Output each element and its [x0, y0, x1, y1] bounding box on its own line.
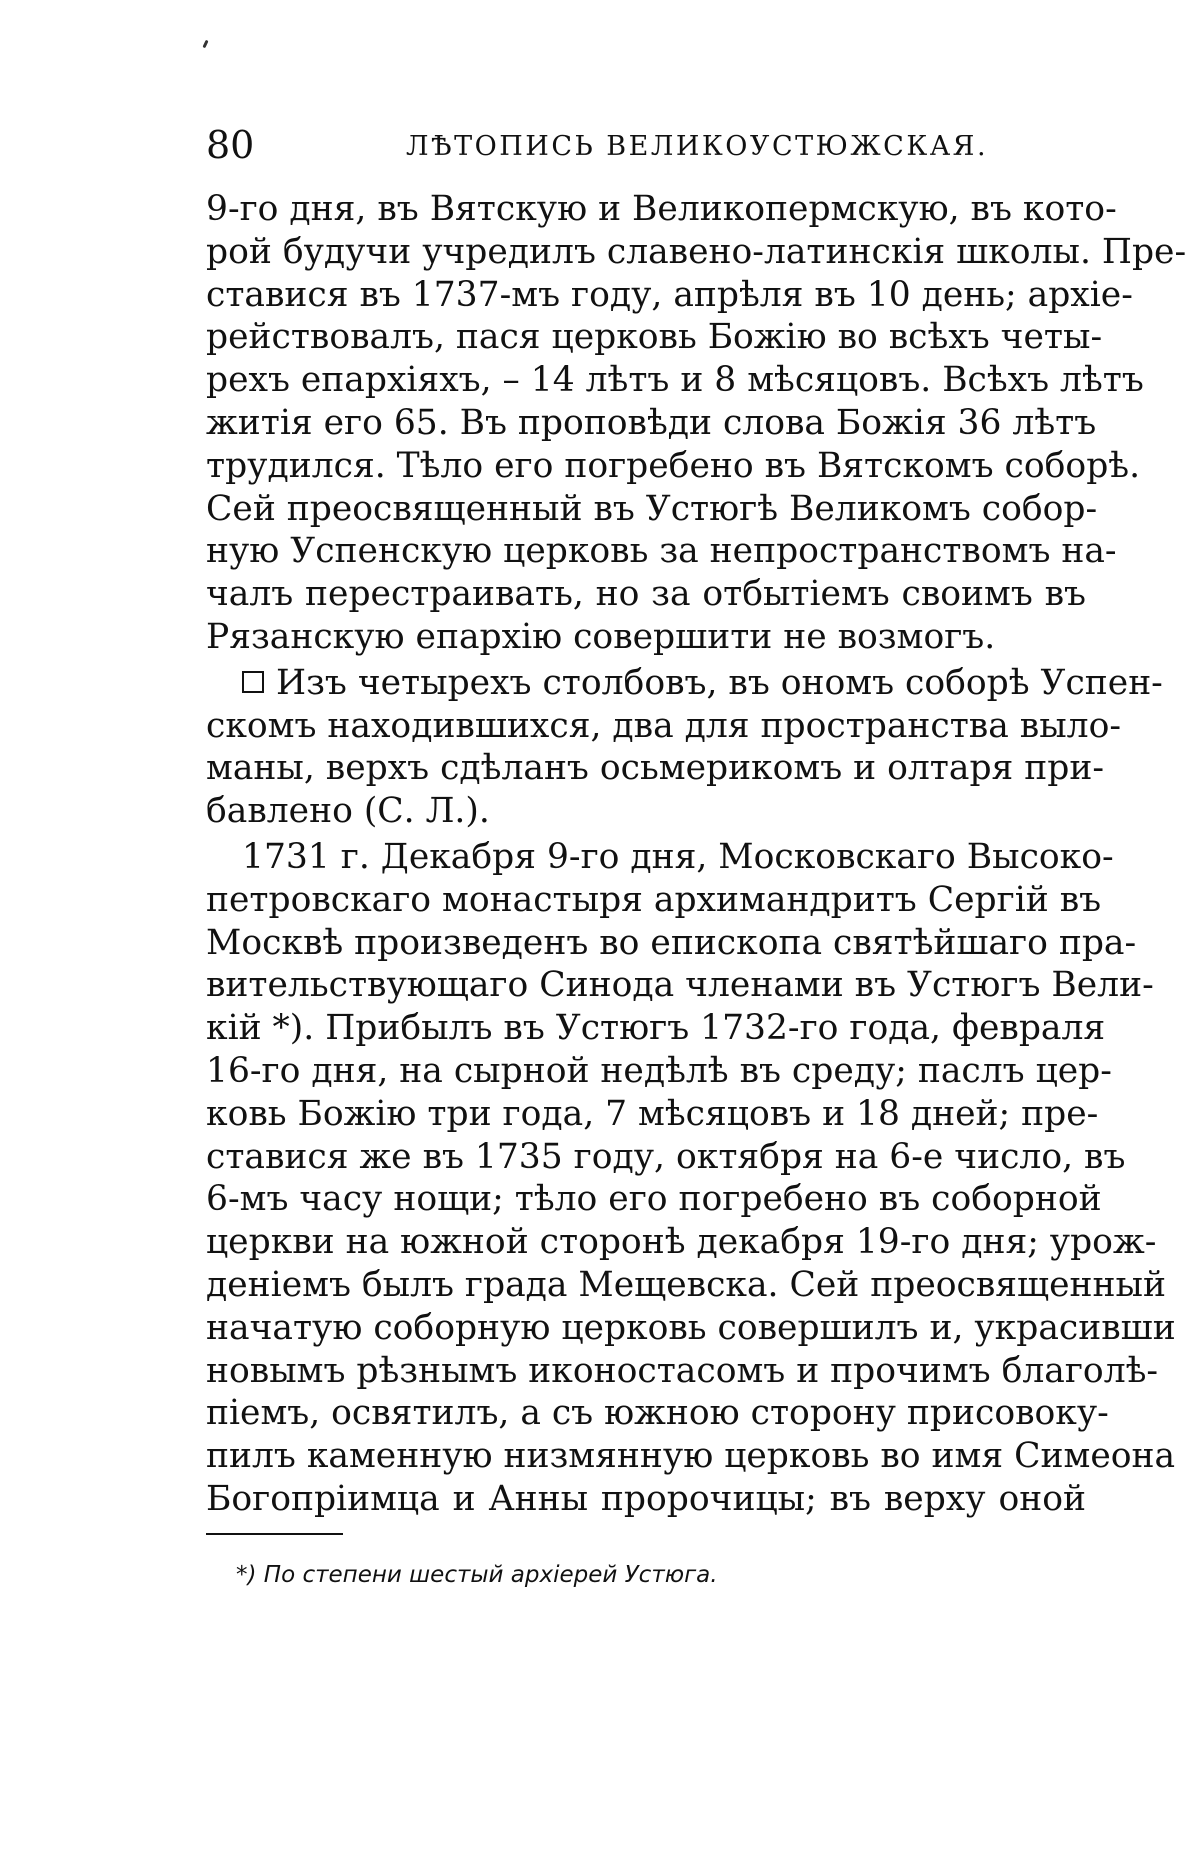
text-line: житія его 65. Въ проповѣди слова Божія 36 лѣтъ [206, 402, 1097, 443]
page-header [206, 120, 1086, 170]
text-line: 1731 г. Декабря 9-го дня, Московскаго Высоко- [242, 836, 1114, 877]
text-line: кій *). Прибылъ въ Устюгъ 1732-го года, февраля [206, 1008, 1106, 1049]
text-line: трудился. Тѣло его погребено въ Вятскомъ соборѣ. [206, 445, 1141, 486]
text-line: церкви на южной сторонѣ декабря 19-го дня; урож- [206, 1222, 1157, 1263]
text-line: ную Успенскую церковь за непространствомъ на- [206, 531, 1117, 572]
footnote-rule [206, 1533, 343, 1535]
text-line: рействовалъ, пася церковь Божію во всѣхъ четы- [206, 317, 1103, 358]
text-line: ставися въ 1737-мъ году, апрѣля въ 10 день; архіе- [206, 274, 1133, 315]
text-line: бавлено (С. Л.). [206, 791, 490, 832]
text-line-content: Изъ четырехъ столбовъ, въ ономъ соборѣ Успен- [276, 662, 1163, 703]
paragraph [206, 662, 1163, 833]
text-line: вительствующаго Синода членами въ Устюгъ Вели- [206, 965, 1154, 1006]
text-line: ставися же въ 1735 году, октября на 6-е число, въ [206, 1136, 1126, 1177]
text-line: 9-го дня, въ Вятскую и Великопермскую, въ кото- [206, 189, 1117, 229]
footnote: *) По степени шестый архіерей Устюга. [236, 1562, 718, 1588]
text-line: піемъ, освятилъ, а съ южною сторону присовоку- [206, 1393, 1109, 1434]
text-line: Богопріимца и Анны пророчицы; въ верху оной [206, 1478, 1086, 1519]
text-line: скомъ находившихся, два для пространства выло- [206, 705, 1121, 746]
running-title: ЛѢТОПИСЬ ВЕЛИКОУСТЮЖСКАЯ. [406, 131, 989, 162]
text-line: начатую соборную церковь совершилъ и, украсивши [206, 1307, 1176, 1348]
main-text [206, 188, 1186, 1521]
page-number: 80 [206, 123, 255, 167]
text-line: рой будучи учредилъ славено-латинскія школы. Пре- [206, 231, 1186, 272]
text-line: Сей преосвященный въ Устюгѣ Великомъ собор- [206, 488, 1098, 529]
text-line: Рязанскую епархію совершити не возмогъ. [206, 616, 996, 657]
text-line: Москвѣ произведенъ во епископа святѣйшаго пра- [206, 922, 1137, 963]
square-marker-icon [242, 671, 264, 693]
text-line: 16-го дня, на сырной недѣлѣ въ среду; паслъ цер- [206, 1050, 1112, 1091]
text-line: петровскаго монастыря архимандритъ Сергій въ [206, 879, 1102, 920]
text-line: чалъ перестраивать, но за отбытіемъ своимъ въ [206, 574, 1086, 615]
text-line [206, 662, 1163, 705]
paragraph [206, 836, 1176, 1521]
text-line: пилъ каменную низмянную церковь во имя Симеона [206, 1436, 1176, 1477]
text-line: деніемъ былъ града Мещевска. Сей преосвященный [206, 1264, 1166, 1305]
text-line: ковь Божію три года, 7 мѣсяцовъ и 18 дней; пре- [206, 1093, 1099, 1134]
text-line: маны, верхъ сдѣланъ осьмерикомъ и олтаря при- [206, 748, 1104, 789]
text-line: новымъ рѣзнымъ иконостасомъ и прочимъ благолѣ- [206, 1350, 1159, 1391]
text-line: рехъ епархіяхъ, – 14 лѣтъ и 8 мѣсяцовъ. Всѣхъ лѣтъ [206, 360, 1144, 401]
paragraph [206, 188, 1186, 659]
text-line: 6-мъ часу нощи; тѣло его погребено въ соборной [206, 1179, 1102, 1220]
stray-ink-mark [202, 40, 208, 49]
